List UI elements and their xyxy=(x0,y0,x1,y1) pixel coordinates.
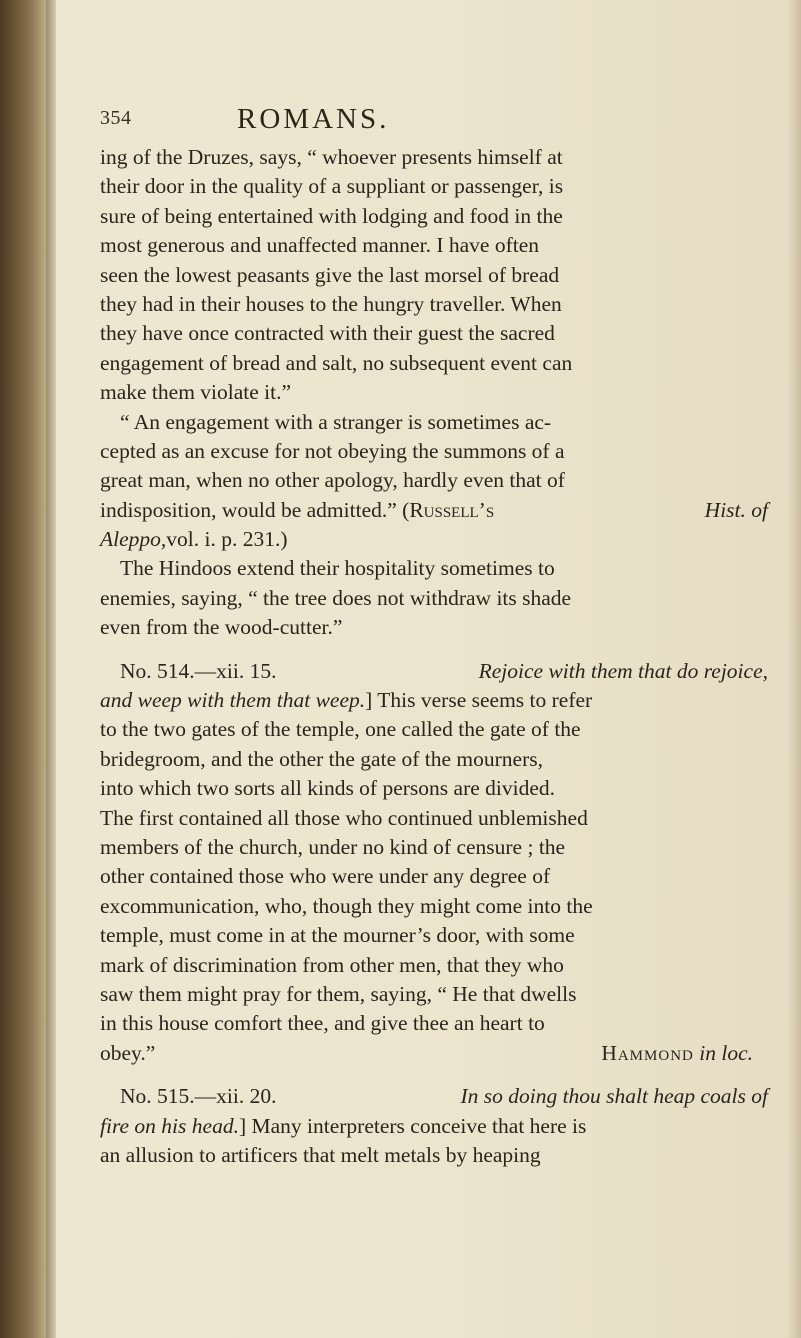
text-line: bridegroom, and the other the gate of the mourners, xyxy=(100,746,543,771)
text-line: to the two gates of the temple, one called the gate of the xyxy=(100,717,581,742)
book-binding xyxy=(0,0,56,1338)
text-line: enemies, saying, “ the tree does not withdraw its shade xyxy=(100,585,572,610)
scripture-quote: In so doing thou shalt heap coals of xyxy=(460,1084,768,1109)
text-line: mark of discrimination from other men, that they who xyxy=(100,952,564,977)
text-line: even from the wood-cutter.” xyxy=(100,615,343,640)
text-line: they have once contracted with their guest the sacred xyxy=(100,321,555,346)
page-number: 354 xyxy=(100,107,132,129)
scripture-quote: Rejoice with them that do rejoice, xyxy=(478,658,768,683)
text-line: an allusion to artificers that melt metals by heaping xyxy=(100,1142,541,1167)
text-line: The Hindoos extend their hospitality sometimes to xyxy=(120,556,555,581)
text-line: sure of being entertained with lodging and food in the xyxy=(100,203,563,228)
text-line: ing of the Druzes, says, “ whoever presents himself at xyxy=(100,145,563,169)
author-name: Russell’s xyxy=(409,497,495,522)
text-line: their door in the quality of a suppliant or passenger, is xyxy=(100,174,564,199)
text-line: members of the church, under no kind of censure ; the xyxy=(100,834,566,859)
text-line: The first contained all those who continued unblemished xyxy=(100,805,588,830)
paragraph-gap xyxy=(100,643,768,657)
running-head: ROMANS. xyxy=(237,103,390,135)
book-title: Aleppo, xyxy=(100,527,167,552)
body-text xyxy=(100,143,768,1170)
text-line: Aleppo, vol. i. p. 231.) xyxy=(100,525,768,554)
text-line: make them violate it.” xyxy=(100,380,292,405)
text-line: “ An engagement with a stranger is sometimes ac- xyxy=(120,409,552,434)
text-line: obey.” Hammond in loc. xyxy=(100,1040,753,1065)
text-line: cepted as an excuse for not obeying the summons of a xyxy=(100,438,565,463)
text-line: seen the lowest peasants give the last morsel of bread xyxy=(100,262,560,287)
note-heading-line: No. 515.—xii. 20. In so doing thou shalt heap coals of xyxy=(100,1082,768,1111)
text-line: fire on his head.] Many interpreters conceive that here is xyxy=(100,1113,587,1138)
text-line: great man, when no other apology, hardly even that of xyxy=(100,468,565,493)
book-title: Hist. of xyxy=(704,497,768,522)
text-line: other contained those who were under any degree of xyxy=(100,864,551,889)
text-line: most generous and unaffected manner. I have often xyxy=(100,233,539,258)
text-line: saw them might pray for them, saying, “ He that dwells xyxy=(100,981,577,1006)
paragraph-gap xyxy=(100,1068,768,1082)
text-line: and weep with them that weep.] This verse seems to refer xyxy=(100,688,593,713)
citation-loc: in loc. xyxy=(699,1040,753,1065)
scripture-quote: and weep with them that weep. xyxy=(100,688,366,713)
page-edge-shadow xyxy=(787,0,801,1338)
text-line: into which two sorts all kinds of persons are divided. xyxy=(100,776,556,801)
text-line: temple, must come in at the mourner’s door, with some xyxy=(100,923,575,948)
note-heading-line: No. 514.—xii. 15. Rejoice with them that do rejoice, xyxy=(100,657,768,686)
text-line: excommunication, who, though they might come into the xyxy=(100,893,593,918)
scripture-quote: fire on his head. xyxy=(100,1113,239,1138)
text-line: engagement of bread and salt, no subsequent event can xyxy=(100,350,573,375)
text-line: indisposition, would be admitted.” (Russell’s Hist. of xyxy=(100,496,768,525)
citation-author: Hammond xyxy=(601,1040,694,1065)
text-line: they had in their houses to the hungry traveller. When xyxy=(100,291,562,316)
text-line: in this house comfort thee, and give thee an heart to xyxy=(100,1011,545,1036)
